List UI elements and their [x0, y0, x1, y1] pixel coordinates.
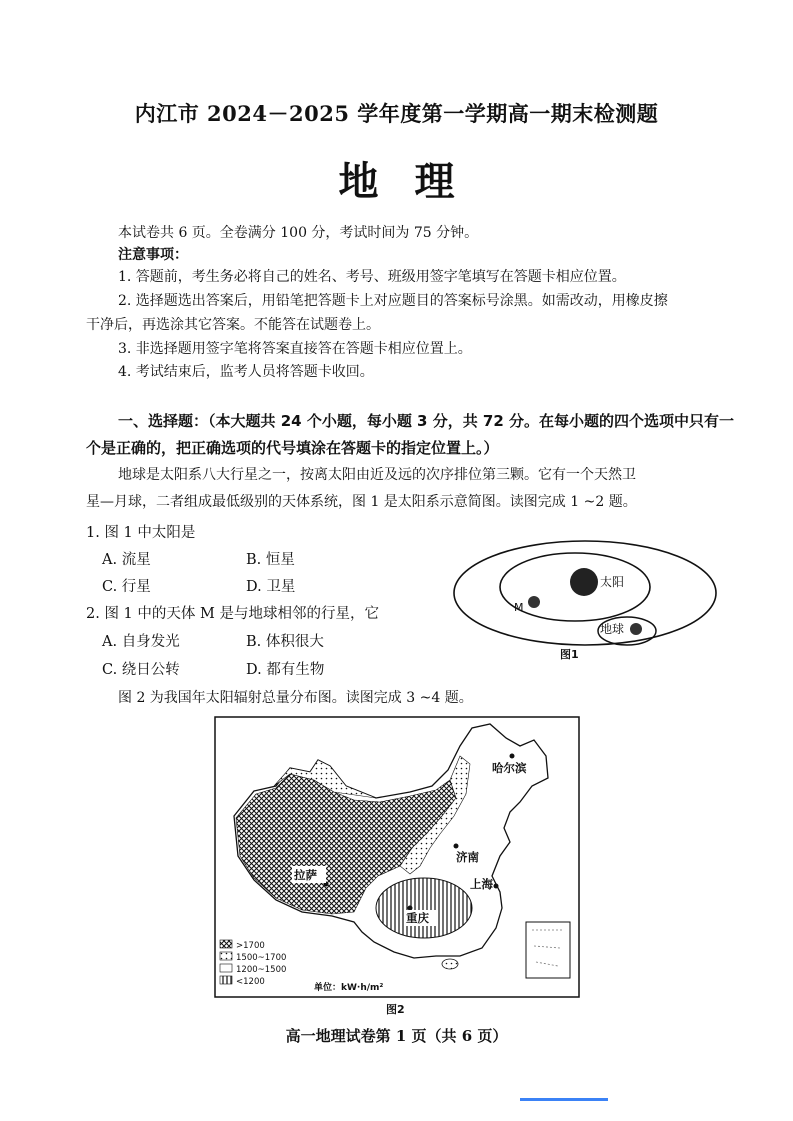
q1-stem: 1. 图 1 中太阳是 [86, 525, 196, 541]
q1-option-c: C. 行星 [102, 579, 151, 595]
scan-mark [520, 1098, 608, 1101]
passage2: 图 2 为我国年太阳辐射总量分布图。读图完成 3 ~4 题。 [118, 690, 473, 706]
note-3: 3. 非选择题用签字笔将答案直接答在答题卡相应位置上。 [118, 341, 472, 357]
figure1-solar-system [450, 535, 726, 665]
city-dot-chongqing [408, 906, 413, 911]
q2-option-a: A. 自身发光 [102, 634, 180, 650]
page-footer: 高一地理试卷第 1 页（共 6 页） [285, 1027, 508, 1045]
q1-option-a: A. 流星 [102, 552, 151, 568]
figure1-caption: 图1 [560, 648, 579, 661]
hainan-island [442, 959, 458, 969]
m-label: M [514, 601, 524, 614]
note-1: 1. 答题前，考生务必将自己的姓名、考号、班级用签字笔填写在答题卡相应位置。 [118, 269, 626, 285]
passage1-line1: 地球是太阳系八大行星之一，按离太阳由近及远的次序排位第三颗。它有一个天然卫 [118, 467, 636, 483]
city-dot-harbin [510, 754, 515, 759]
city-harbin: 哈尔滨 [492, 761, 527, 775]
city-chongqing: 重庆 [406, 911, 429, 925]
exam-title: 内江市 2024－2025 学年度第一学期高一期末检测题 [134, 101, 659, 126]
subject-title: 地理 [338, 158, 491, 205]
section-heading-line2: 个是正确的，把正确选项的代号填涂在答题卡的指定位置上。） [86, 439, 499, 457]
note-4: 4. 考试结束后，监考人员将答题卡收回。 [118, 364, 374, 380]
city-dot-shanghai [494, 884, 499, 889]
sun-label: 太阳 [600, 575, 625, 589]
note-2b: 干净后，再选涂其它答案。不能答在试题卷上。 [86, 317, 380, 333]
notes-title: 注意事项： [118, 247, 188, 263]
zone-under-1200 [376, 878, 472, 938]
city-dot-jinan [454, 844, 459, 849]
note-2a: 2. 选择题选出答案后，用铅笔把答题卡上对应题目的答案标号涂黑。如需改动，用橡皮擦 [118, 293, 668, 309]
legend-label-1: >1700 [236, 941, 265, 951]
figure2-radiation-map [214, 716, 580, 998]
city-shanghai: 上海 [470, 877, 493, 891]
earth-icon [630, 623, 642, 635]
legend-swatch-2 [220, 952, 232, 960]
q2-option-d: D. 都有生物 [246, 662, 325, 678]
south-china-sea-inset [526, 922, 570, 978]
figure2-caption: 图2 [386, 1003, 405, 1016]
legend-label-2: 1500~1700 [236, 953, 287, 963]
section-heading-line1: 一、选择题：（本大题共 24 个小题，每小题 3 分，共 72 分。在每小题的四个选项中只有一 [118, 412, 735, 430]
q2-option-b: B. 体积很大 [246, 634, 324, 650]
map-unit: 单位：kW·h/m² [314, 983, 384, 993]
legend-swatch-1 [220, 940, 232, 948]
q2-stem: 2. 图 1 中的天体 M 是与地球相邻的行星，它 [86, 606, 379, 622]
q2-option-c: C. 绕日公转 [102, 662, 180, 678]
earth-label: 地球 [600, 622, 625, 636]
planet-m-icon [528, 596, 540, 608]
legend-swatch-3 [220, 964, 232, 972]
legend-label-3: 1200~1500 [236, 965, 287, 975]
legend-swatch-4 [220, 976, 232, 984]
legend-label-4: <1200 [236, 977, 265, 987]
q1-option-d: D. 卫星 [246, 579, 296, 595]
passage1-line2: 星—月球，二者组成最低级别的天体系统，图 1 是太阳系示意简图。读图完成 1 ~2 题。 [86, 494, 637, 510]
city-jinan: 济南 [456, 850, 479, 864]
city-lhasa: 拉萨 [294, 868, 317, 882]
intro-line: 本试卷共 6 页。全卷满分 100 分，考试时间为 75 分钟。 [118, 225, 479, 241]
sun-icon [570, 568, 598, 596]
q1-option-b: B. 恒星 [246, 552, 295, 568]
